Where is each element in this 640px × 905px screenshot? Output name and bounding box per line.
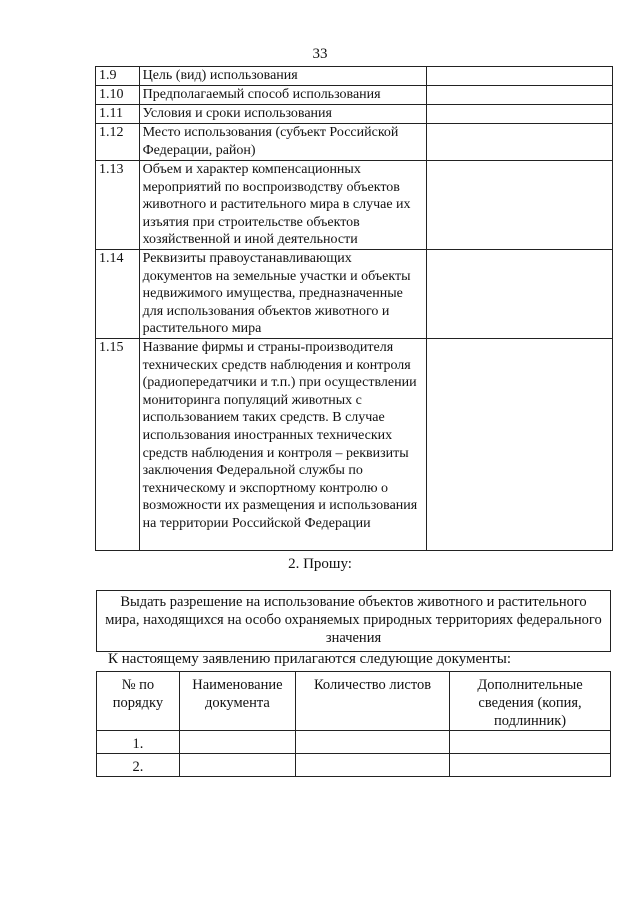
- request-box: [96, 590, 611, 652]
- attachment-info-cell[interactable]: [450, 754, 611, 777]
- header-additional-info: Дополнительные сведения (копия, подлинник): [450, 672, 611, 731]
- row-number: 1.14: [96, 250, 140, 339]
- table-row: [97, 754, 611, 777]
- row-number: 1.9: [96, 67, 140, 86]
- row-number: 1.15: [96, 339, 140, 551]
- row-label: Название фирмы и страны-производителя технических средств наблюдения и контроля (радиопередатчики и т.п.) при осуществлении мониторинга популяций животных с использованием таких средств. В случае использования иностранных технических средств наблюдения и контроля – реквизиты заключения Федеральной службы по техническому и экспортному контролю о возможности их размещения и использования на территории Российской Федерации: [139, 339, 426, 551]
- attachments-table: [96, 671, 611, 777]
- table-row: [96, 67, 613, 86]
- row-label: Условия и сроки использования: [139, 105, 426, 124]
- application-details-table: [95, 66, 613, 551]
- attachment-sheets-cell[interactable]: [295, 754, 449, 777]
- attachments-intro: К настоящему заявлению прилагаются следующие документы:: [108, 651, 512, 667]
- row-number: 1.12: [96, 124, 140, 161]
- row-label: Место использования (субъект Российской Федерации, район): [139, 124, 426, 161]
- table-row: [97, 731, 611, 754]
- row-value[interactable]: [426, 105, 612, 124]
- row-label: Реквизиты правоустанавливающих документов на земельные участки и объекты недвижимого имущества, предназначенные для использования объектов животного и растительного мира: [139, 250, 426, 339]
- attachment-number: 2.: [97, 754, 180, 777]
- header-number: № по порядку: [97, 672, 180, 731]
- attachment-name-cell[interactable]: [179, 754, 295, 777]
- attachment-name-cell[interactable]: [179, 731, 295, 754]
- section-title: 2. Прошу:: [288, 556, 352, 572]
- row-number: 1.10: [96, 86, 140, 105]
- table-row: [96, 339, 613, 551]
- row-value[interactable]: [426, 339, 612, 551]
- table-row: [96, 86, 613, 105]
- table-row: [96, 250, 613, 339]
- row-value[interactable]: [426, 250, 612, 339]
- table-header-row: [97, 672, 611, 731]
- row-value[interactable]: [426, 161, 612, 250]
- attachment-number: 1.: [97, 731, 180, 754]
- attachment-sheets-cell[interactable]: [295, 731, 449, 754]
- row-value[interactable]: [426, 67, 612, 86]
- request-text: Выдать разрешение на использование объектов животного и растительного мира, находящихся на особо охраняемых природных территориях федерального значения: [105, 594, 602, 646]
- row-value[interactable]: [426, 124, 612, 161]
- row-value[interactable]: [426, 86, 612, 105]
- header-document-name: Наименование документа: [179, 672, 295, 731]
- row-label: Предполагаемый способ использования: [139, 86, 426, 105]
- row-label: Объем и характер компенсационных мероприятий по воспроизводству объектов животного и растительного мира в случае их изъятия при строительстве объектов хозяйственной и иной деятельности: [139, 161, 426, 250]
- table-row: [96, 105, 613, 124]
- table-row: [96, 161, 613, 250]
- table-row: [96, 124, 613, 161]
- attachment-info-cell[interactable]: [450, 731, 611, 754]
- row-number: 1.13: [96, 161, 140, 250]
- row-label: Цель (вид) использования: [139, 67, 426, 86]
- row-number: 1.11: [96, 105, 140, 124]
- page-number: 33: [312, 46, 328, 62]
- header-sheet-count: Количество листов: [295, 672, 449, 731]
